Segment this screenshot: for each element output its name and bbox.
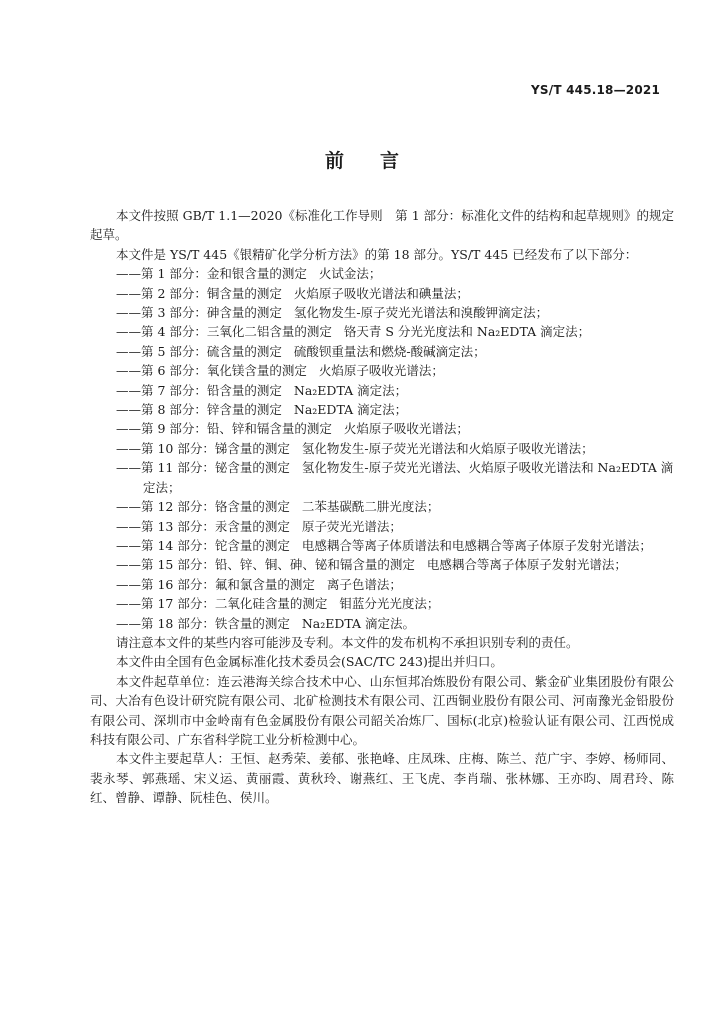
part-item (90, 575, 674, 594)
part-method: 火焰原子吸收光谱法； (318, 363, 444, 379)
part-item (90, 614, 674, 633)
part-method: 二苯基碳酰二肼光度法； (301, 499, 440, 515)
proposer-statement: 本文件由全国有色金属标准化技术委员会(SAC/TC 243)提出并归口。 (116, 654, 503, 670)
part-item (90, 439, 674, 458)
part-title: ——第 12 部分：铬含量的测定 (116, 499, 290, 515)
part-title: ——第 13 部分：汞含量的测定 (116, 518, 290, 534)
part-method: 电感耦合等离子体原子发射光谱法； (426, 557, 627, 573)
part-title: ——第 2 部分：铜含量的测定 (116, 285, 282, 301)
intro-paragraph-1: 本文件按照 GB/T 1.1—2020《标准化工作导则 第 1 部分：标准化文件的结构和起草规则》的规定起草。 (90, 208, 674, 243)
part-title: ——第 1 部分：金和银含量的测定 (116, 266, 307, 282)
part-title: ——第 17 部分：二氧化硅含量的测定 (116, 596, 328, 612)
part-item (90, 458, 674, 497)
part-item (90, 517, 674, 536)
part-method: 钼蓝分光光度法； (339, 596, 440, 612)
part-method: 火焰原子吸收光谱法和碘量法； (293, 285, 469, 301)
part-item (90, 381, 674, 400)
part-method: 火焰原子吸收光谱法； (343, 421, 469, 437)
part-title: ——第 11 部分：铋含量的测定 (116, 460, 290, 476)
part-item (90, 497, 674, 516)
part-item (90, 284, 674, 303)
part-method: 电感耦合等离子体质谱法和电感耦合等离子体原子发射光谱法； (301, 537, 652, 553)
part-title: ——第 4 部分：三氧化二铝含量的测定 (116, 324, 332, 340)
drafting-units: 本文件起草单位：连云港海关综合技术中心、山东恒邦冶炼股份有限公司、紫金矿业集团股份有限公司、大冶有色设计研究院有限公司、北矿检测技术有限公司、江西铜业股份有限公司、河南豫光金铅股份有限公司、深圳市中金岭南有色金属股份有限公司韶关冶炼厂、国标(北京)检验认证有限公司、江西悦成科技有限公司、广东省科学院工业分析检测中心。 (90, 673, 674, 747)
drafters: 本文件主要起草人：王恒、赵秀荣、姜郁、张艳峰、庄凤珠、庄梅、陈兰、范广宇、李婷、杨师同、裴永琴、郭燕瑶、宋义运、黄丽霞、黄秋玲、谢燕红、王飞虎、李肖瑞、张林娜、王亦昀、周君玲、陈红、曾静、谭静、阮桂色、侯川。 (90, 751, 674, 806)
part-item (90, 419, 674, 438)
part-method: 硫酸钡重量法和燃烧-酸碱滴定法； (293, 343, 486, 359)
part-item (90, 594, 674, 613)
part-title: ——第 18 部分：铁含量的测定 (116, 615, 290, 631)
intro-paragraph-2: 本文件是 YS/T 445《银精矿化学分析方法》的第 18 部分。YS/T 445 已经发布了以下部分： (116, 246, 638, 262)
part-item (90, 264, 674, 283)
part-title: ——第 6 部分：氧化镁含量的测定 (116, 363, 307, 379)
part-title: ——第 5 部分：硫含量的测定 (116, 343, 282, 359)
part-item (90, 322, 674, 341)
foreword-body (90, 206, 674, 808)
part-title: ——第 8 部分：锌含量的测定 (116, 402, 282, 418)
part-item (90, 342, 674, 361)
part-method: Na₂EDTA 滴定法。 (301, 615, 416, 631)
part-title: ——第 15 部分：铅、锌、铜、砷、铋和镉含量的测定 (116, 557, 415, 573)
part-title: ——第 16 部分：氟和氯含量的测定 (116, 576, 315, 592)
part-method: 氢化物发生-原子荧光光谱法和火焰原子吸收光谱法； (301, 440, 594, 456)
part-method: Na₂EDTA 滴定法； (293, 382, 408, 398)
patent-notice: 请注意本文件的某些内容可能涉及专利。本文件的发布机构不承担识别专利的责任。 (116, 634, 579, 650)
part-method: 离子色谱法； (326, 576, 402, 592)
part-title: ——第 3 部分：砷含量的测定 (116, 305, 282, 321)
part-title: ——第 9 部分：铅、锌和镉含量的测定 (116, 421, 332, 437)
part-title: ——第 14 部分：铊含量的测定 (116, 537, 290, 553)
page-title: 前言 (324, 150, 435, 172)
part-item (90, 361, 674, 380)
part-method: 氢化物发生-原子荧光光谱法和溴酸钾滴定法； (293, 305, 549, 321)
part-method: 原子荧光光谱法； (301, 518, 402, 534)
part-method: 氢化物发生-原子荧光光谱法、火焰原子吸收光谱法和 Na₂EDTA 滴定法； (143, 460, 674, 495)
part-method: Na₂EDTA 滴定法； (293, 402, 408, 418)
part-item (90, 303, 674, 322)
part-method: 铬天青 S 分光光度法和 Na₂EDTA 滴定法； (343, 324, 591, 340)
part-item (90, 555, 674, 574)
part-item (90, 536, 674, 555)
part-title: ——第 7 部分：铅含量的测定 (116, 382, 282, 398)
part-item (90, 400, 674, 419)
standard-id: YS/T 445.18—2021 (531, 83, 660, 97)
part-title: ——第 10 部分：锑含量的测定 (116, 440, 290, 456)
part-method: 火试金法； (318, 266, 382, 282)
